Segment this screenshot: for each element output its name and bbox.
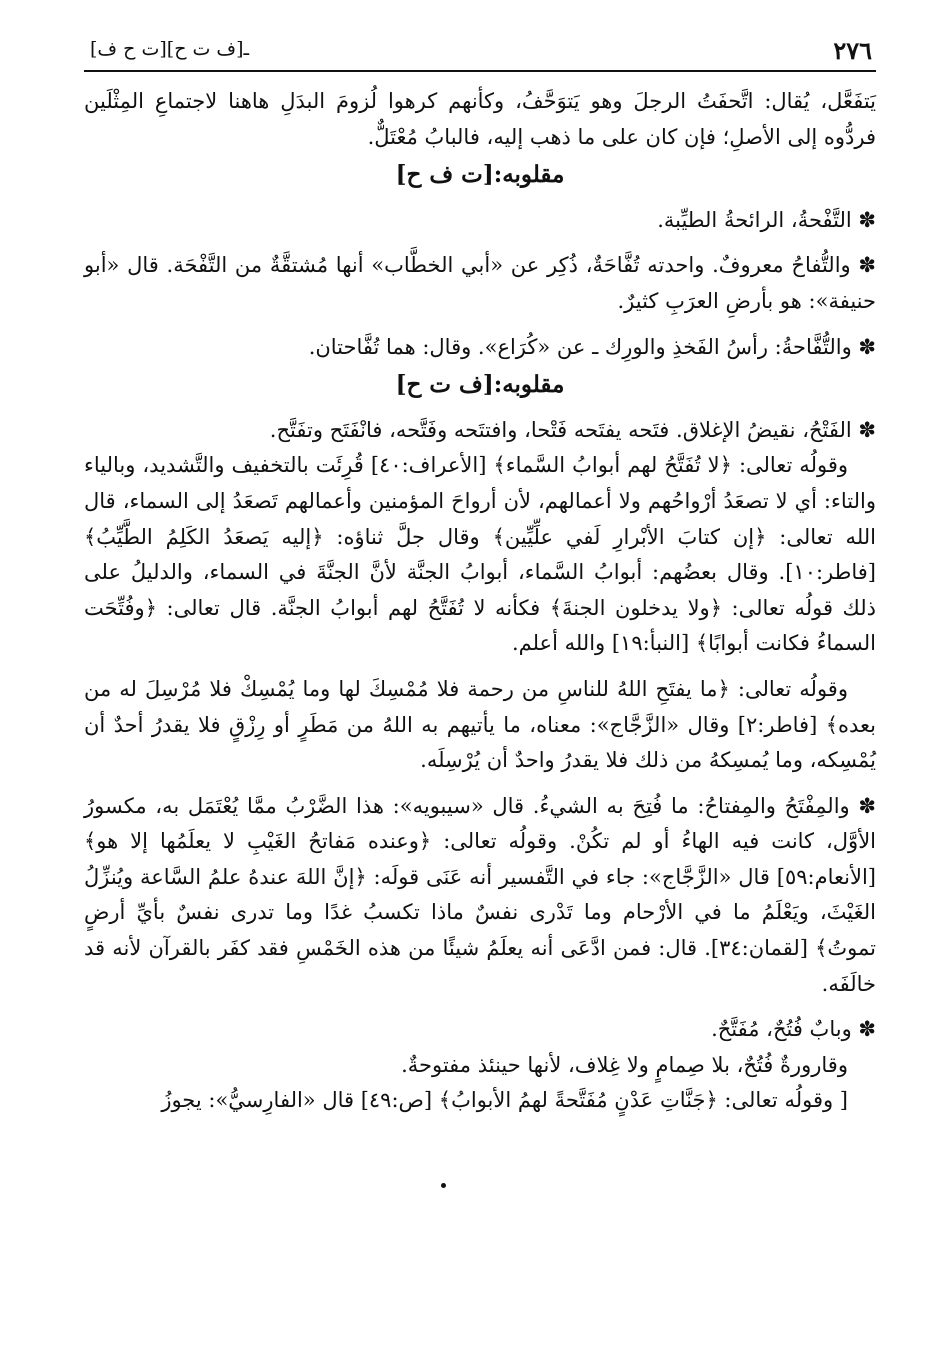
dictionary-entry: ✽ التَّفْحةُ، الرائحةُ الطيِّبة. (657, 207, 876, 232)
paragraph-continuation: يَتفَعَّل، يُقال: اتَّحفَتُ الرجلَ وهو يَتوَحَّفُ، وكأنهم كرهوا لُزومَ البدَلِ هاهنا لاجتماعِ المِثْلَين فردُّوه إلى الأصلِ؛ فإن كان على ما ذهب إليه، فالبابُ مُعْتَلٌّ. (84, 89, 876, 149)
dictionary-entry: ✽ الفَتْحُ، نقيضُ الإغلاق. فتَحه يفتَحه فَتْحا، وافتتَحه وفَتَّحه، فانْفَتَح وتفَتَّح. (269, 417, 876, 442)
page-body (84, 84, 876, 1119)
section-heading: مقلوبه:[ف ت ح] (395, 371, 565, 399)
paragraph: [ وقولُه تعالى: ﴿جَنَّاتِ عَدْنٍ مُفَتَّحةً لهمُ الأبوابُ﴾ [ص:٤٩] قال «الفارِسيُّ»: يجوزُ (161, 1088, 848, 1113)
dictionary-entry: ✽ والمِفْتَحُ والمِفتاحُ: ما فُتِحَ به الشيءُ. قال «سيبويه»: هذا الضَّرْبُ ممَّا يُعْتَمَل به، مكسورُ الأوَّل، كانت فيه الهاءُ أو لم تكُنْ. وقولُه تعالى: ﴿وعنده مَفاتحُ الغَيْبِ لا يعلَمُها إلا هو﴾ [الأنعام:٥٩] قال «الزَّجَّاج»: جاء في التَّفسير أنه عَنَى قولَه: ﴿إنَّ اللهَ عندهُ علمُ السَّاعة ويُنزِّلُ الغَيْثَ، ويَعْلَمُ ما في الأرْحام وما تَدْرى نفسٌ ماذا تكسبُ غدًا وما تدرى نفسٌ بأيِّ أرضٍ تموتُ﴾ [لقمان:٣٤]. قال: فمن ادَّعَى أنه يعلَمُ شيئًا من هذه الخَمْسِ فقد كفَر بالقرآن لأنه قد خالَفَه. (84, 793, 876, 996)
header-rule (84, 70, 876, 72)
paragraph: وقولُه تعالى: ﴿لا تُفَتَّحُ لهم أبوابُ السَّماء﴾ [الأعراف:٤٠] قُرِئَت بالتخفيف والتَّشديد، وبالياء والتاء: أي لا تصعَدُ أرْواحُهم ولا أعمالهم، لأن أرواحَ المؤمنين وأعمالهم تَصعَدُ إلى السماء، قال الله تعالى: ﴿إن كتابَ الأبْرارِ لَفي علِّيِّين﴾ وقال جلَّ ثناؤه: ﴿إليه يَصعَدُ الكَلِمُ الطَّيِّبُ﴾ [فاطر:١٠]. وقال بعضُهم: أبوابُ السَّماء، أبوابُ الجنَّة لأنَّ الجنَّةَ في السماء، والدليلُ على ذلك قولُه تعالى: ﴿ولا يدخلون الجنةَ﴾ فكأنه لا تُفَتَّحُ لهم أبوابُ الجنَّة. قال تعالى: ﴿وفُتِّحَت السماءُ فكانت أبوابًا﴾ [النبأ:١٩] والله أعلم. (84, 453, 876, 656)
dictionary-entry: ✽ والتُّفَّاحةُ: رأسُ الفَخذِ والورِك ـ عن «كُرَاع». وقال: هما تُفَّاحتان. (308, 334, 876, 359)
dictionary-entry: ✽ وبابٌ فُتُحٌ، مُفَتَّحٌ. (711, 1017, 876, 1042)
running-head: [ت ح ف]ـ[ف ت ح] (90, 38, 250, 60)
paragraph: وقارورةٌ فُتُحٌ، بلا صِمامٍ ولا غِلاف، لأنها حينئذ مفتوحةٌ. (401, 1052, 848, 1077)
dictionary-entry: ✽ والتُّفاحُ معروفٌ. واحدته تُفَّاحَةٌ، ذُكِر عن «أبي الخطَّاب» أنها مُشتقَّةٌ من التَّفْحَة. قال «أبو حنيفة»: هو بأرضِ العرَبِ كثيرٌ. (84, 253, 876, 313)
section-heading: مقلوبه:[ت ف ح] (395, 161, 565, 189)
ink-dot (441, 1183, 446, 1188)
paragraph: وقولُه تعالى: ﴿ما يفتَحِ اللهُ للناسِ من رحمة فلا مُمْسِكَ لها وما يُمْسِكْ فلا مُرْسِلَ له من بعده﴾ [فاطر:٢] وقال «الزَّجَّاج»: معناه، ما يأتيهم به اللهُ من مَطَرٍ أو رِزْقٍ فلا يقدرُ أحدٌ أن يُمْسِكه، وما يُمسِكهُ من ذلك فلا يقدرُ واحدٌ أن يُرْسِلَه. (84, 676, 877, 773)
page-header (84, 34, 876, 68)
page-number: ٢٧٦ (833, 36, 872, 65)
